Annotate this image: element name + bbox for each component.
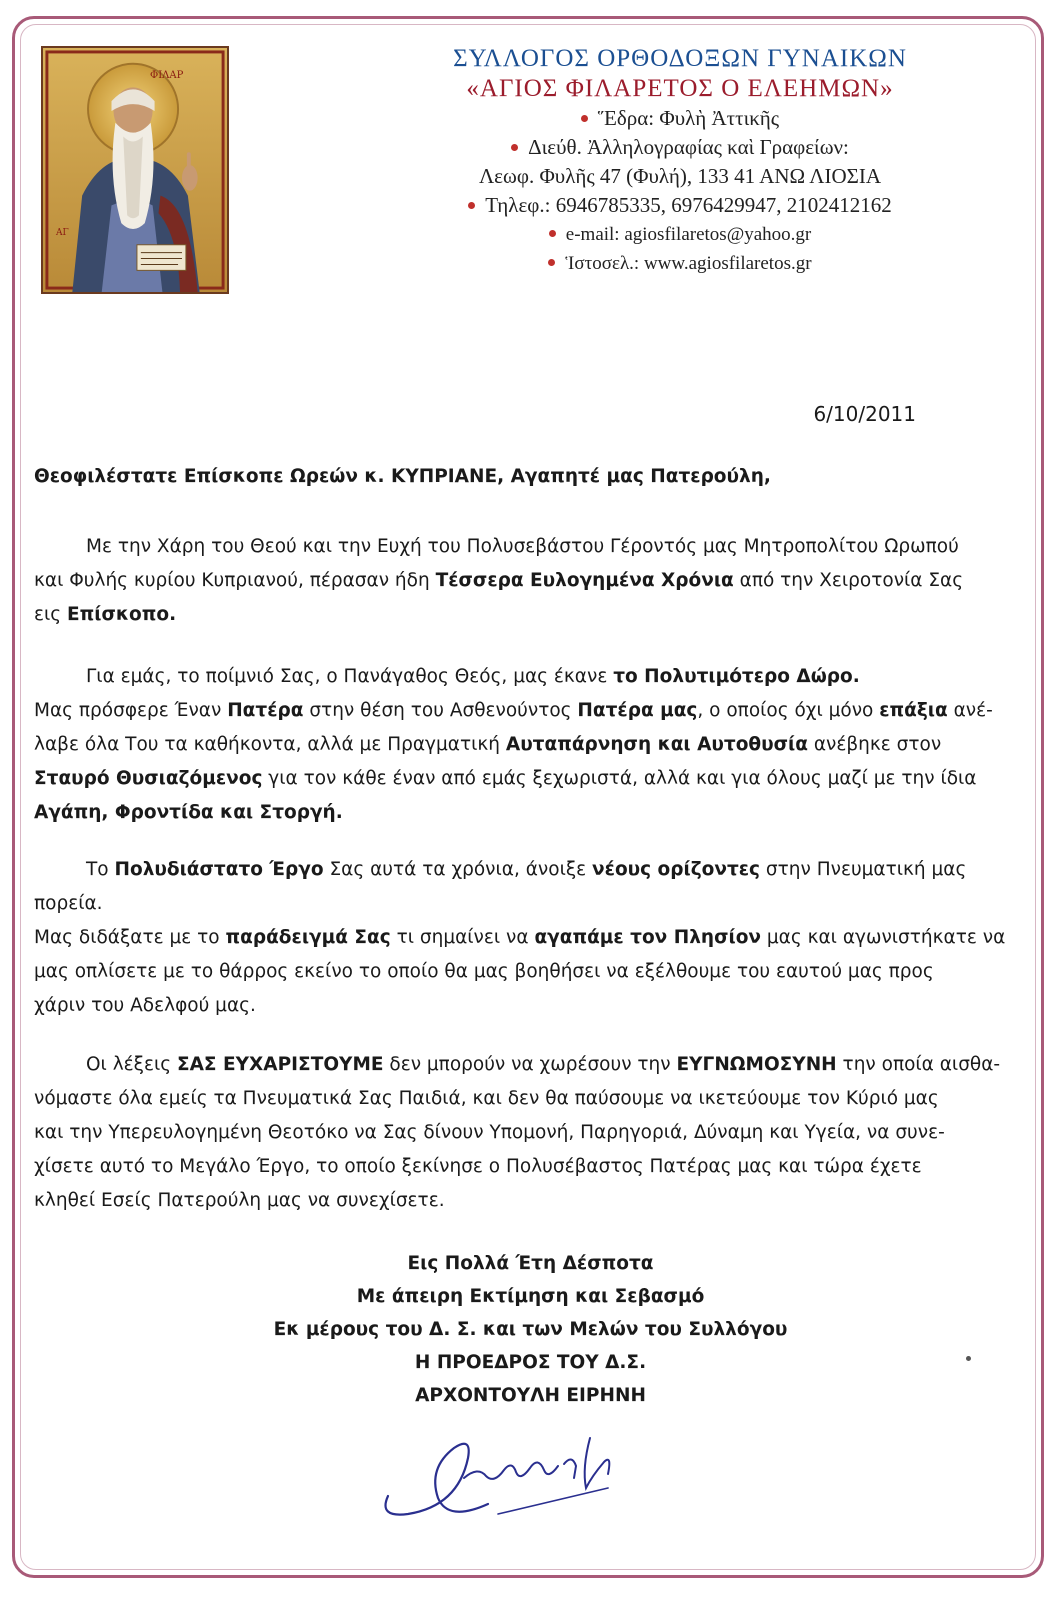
website-line: Ἱστοσελ.: www.agiosfilaretos.gr [360, 249, 1000, 278]
signatory-title: Η ΠΡΟΕΔΡΟΣ ΤΟΥ Δ.Σ. [414, 1352, 647, 1373]
org-subtitle: «ΑΓΙΟΣ ΦΙΛΑΡΕΤΟΣ Ο ΕΛΕΗΜΩΝ» [466, 75, 894, 102]
paragraph-1: Με την Χάρη του Θεού και την Ευχή του Πολυσεβάστου Γέροντός μας Μητροπολίτου Ωρωπού και Φυλής κυρίου Κυπριανού, πέρασαν ήδη Τέσσερα Ευλογημένα Χρόνια από την Χειροτονία Σας εις Επίσκοπο. [34, 536, 964, 625]
phone-line: Τηλεφ.: 6946785335, 6976429947, 2102412162 [360, 191, 1000, 220]
paragraph-3: Το Πολυδιάστατο Έργο Σας αυτά τα χρόνια, άνοιξε νέους ορίζοντες στην Πνευματική μας πορεία. Μας διδάξατε με το παράδειγμά Σας τι σημαίνει να αγαπάμε τον Πλησίον μας και αγωνιστήκατε να μας οπλίσετε με το θάρρος εκείνο το οποίο θα μας βοηθήσει να εξέλθουμε του εαυτού μας προς χάριν του Αδελφού μας. [34, 859, 1006, 1016]
closing-on-behalf: Εκ μέρους του Δ. Σ. και των Μελών του Συλλόγου [273, 1319, 788, 1340]
paragraph-4: Οι λέξεις ΣΑΣ ΕΥΧΑΡΙΣΤΟΥΜΕ δεν μπορούν να χωρέσουν την ΕΥΓΝΩΜΟΣΥΝΗ την οποία αισθα- νόμαστε όλα εμείς τα Πνευματικά Σας Παιδιά, και δεν θα παύσουμε να ικετεύουμε τον Κύριό μας και την Υπερευλογημένη Θεοτόκο να Σας δίνουν Υπομονή, Παρηγοριά, Δύναμη και Υγεία, να συνε- χίσετε αυτό το Μεγάλο Έργο, το οποίο ξεκίνησε ο Πολυσέβαστος Πατέρας μας και τώρα έχετε κληθεί Εσείς Πατερούλη μας να συνεχίσετε. [34, 1054, 1001, 1211]
closing-wish: Εις Πολλά Έτη Δέσποτα [407, 1253, 654, 1274]
handwritten-signature [368, 1418, 638, 1530]
letter-date: 6/10/2011 [813, 402, 916, 426]
bullet-icon [549, 230, 556, 237]
email-line: e-mail: agiosfilaretos@yahoo.gr [360, 220, 1000, 249]
icon-caption-left: ΑΓ [56, 228, 69, 238]
seat-line: Ἕδρα: Φυλὴ Ἀττικῆς [360, 104, 1000, 133]
salutation: Θεοφιλέστατε Επίσκοπε Ωρεών κ. ΚΥΠΡΙΑΝΕ, Αγαπητέ μας Πατερούλη, [34, 466, 771, 487]
saint-icon-image [41, 46, 229, 294]
address-line: Λεωφ. Φυλῆς 47 (Φυλή), 133 41 ΑΝΩ ΛΙΟΣΙΑ [478, 164, 882, 188]
icon-caption: ΦΙΛΑΡ [150, 70, 184, 81]
closing-block [0, 1247, 1061, 1412]
letterhead [360, 44, 1000, 278]
stray-mark [966, 1356, 971, 1361]
paragraph-2: Για εμάς, το ποίμνιό Σας, ο Πανάγαθος Θεός, μας έκανε το Πολυτιμότερο Δώρο. Μας πρόσφερε Έναν Πατέρα στην θέση του Ασθενούντος Πατέρα μας, ο οποίος όχι μόνο επάξια ανέ- λαβε όλα Του τα καθήκοντα, αλλά με Πραγματική Αυταπάρνηση και Αυτοθυσία ανέβηκε στον Σταυρό Θυσιαζόμενος για τον κάθε έναν από εμάς ξεχωριστά, αλλά και για όλους μαζί με την ίδια Αγάπη, Φροντίδα και Στοργή. [34, 666, 993, 823]
org-name: ΣΥΛΛΟΓΟΣ ΟΡΘΟΔΟΞΩΝ ΓΥΝΑΙΚΩΝ [453, 45, 907, 72]
bullet-icon [468, 202, 475, 209]
bullet-icon [548, 259, 555, 266]
mail-address-label: Διεύθ. Ἀλληλογραφίας καὶ Γραφείων: [360, 133, 1000, 162]
bullet-icon [581, 115, 588, 122]
bullet-icon [511, 144, 518, 151]
closing-respect: Με άπειρη Εκτίμηση και Σεβασμό [356, 1286, 705, 1307]
signatory-name: ΑΡΧΟΝΤΟΥΛΗ ΕΙΡΗΝΗ [415, 1385, 646, 1406]
